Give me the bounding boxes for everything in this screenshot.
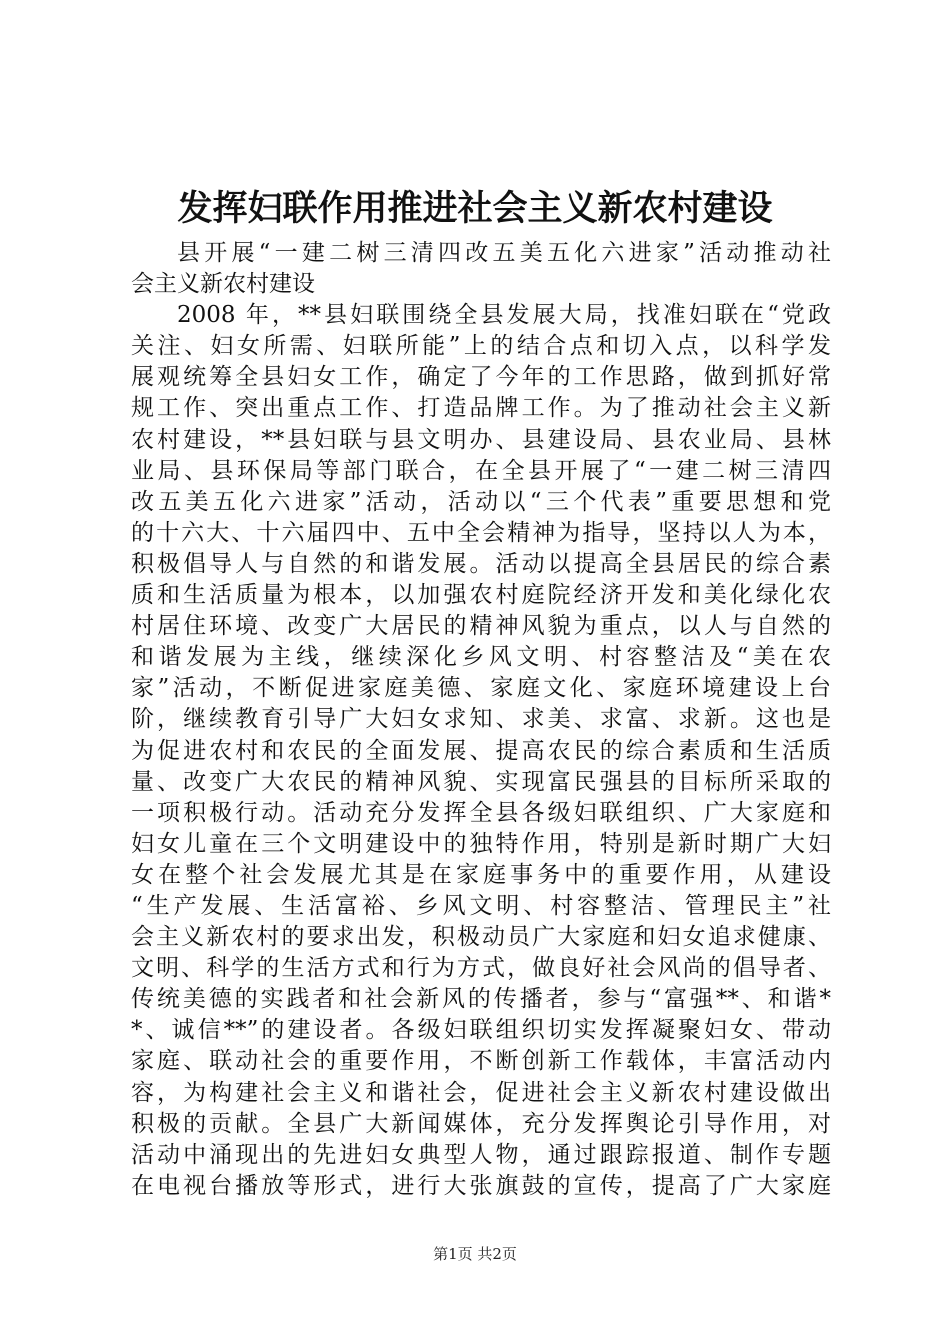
body-line: 在电视台播放等形式，进行大张旗鼓的宣传，提高了广大家庭 xyxy=(131,1172,831,1199)
body-line: 家庭、联动社会的重要作用，不断创新工作载体，丰富活动内 xyxy=(131,1048,831,1075)
body-line: 妇女儿童在三个文明建设中的独特作用，特别是新时期广大妇 xyxy=(131,830,831,857)
body-line: 文明、科学的生活方式和行为方式，做良好社会风尚的倡导者、 xyxy=(131,955,831,982)
body-line: 阶，继续教育引导广大妇女求知、求美、求富、求新。这也是 xyxy=(131,706,831,733)
body-line: 质和生活质量为根本，以加强农村庭院经济开发和美化绿化农 xyxy=(131,582,831,609)
body-line: 传统美德的实践者和社会新风的传播者，参与“富强**、和谐* xyxy=(131,986,831,1013)
body-line: 积极倡导人与自然的和谐发展。活动以提高全县居民的综合素 xyxy=(131,550,831,577)
body-line: 会主义新农村的要求出发，积极动员广大家庭和妇女追求健康、 xyxy=(131,924,831,951)
body-line: 积极的贡献。全县广大新闻媒体，充分发挥舆论引导作用，对 xyxy=(131,1110,831,1137)
page-number-footer: 第1页 共2页 xyxy=(433,1245,517,1263)
document-body xyxy=(131,238,831,1202)
body-line: 村居住环境、改变广大居民的精神风貌为重点，以人与自然的 xyxy=(131,613,831,640)
body-line: 一项积极行动。活动充分发挥全县各级妇联组织、广大家庭和 xyxy=(131,799,831,826)
body-line: 活动中涌现出的先进妇女典型人物，通过跟踪报道、制作专题 xyxy=(131,1141,831,1168)
body-line: 业局、县环保局等部门联合，在全县开展了“一建二树三清四 xyxy=(131,457,831,484)
body-line: 的十六大、十六届四中、五中全会精神为指导，坚持以人为本， xyxy=(131,519,831,546)
body-line: 关注、妇女所需、妇联所能”上的结合点和切入点，以科学发 xyxy=(131,333,831,360)
document-title: 发挥妇联作用推进社会主义新农村建设 xyxy=(177,188,773,229)
body-line: 会主义新农村建设 xyxy=(131,271,315,298)
body-line: “生产发展、生活富裕、乡风文明、村容整洁、管理民主”社 xyxy=(131,892,831,919)
body-line: 家”活动，不断促进家庭美德、家庭文化、家庭环境建设上台 xyxy=(131,675,831,702)
body-line: 规工作、突出重点工作、打造品牌工作。为了推动社会主义新 xyxy=(131,395,831,422)
body-line: 和谐发展为主线，继续深化乡风文明、村容整洁及“美在农 xyxy=(131,644,831,671)
body-line: 改五美五化六进家”活动，活动以“三个代表”重要思想和党 xyxy=(131,488,831,515)
body-line: 女在整个社会发展尤其是在家庭事务中的重要作用，从建设 xyxy=(131,861,831,888)
body-line: *、诚信**”的建设者。各级妇联组织切实发挥凝聚妇女、带动 xyxy=(131,1017,831,1044)
body-line: 2008 年，**县妇联围绕全县发展大局，找准妇联在“党政 xyxy=(177,302,831,329)
body-line: 展观统筹全县妇女工作，确定了今年的工作思路，做到抓好常 xyxy=(131,364,831,391)
body-line: 县开展“一建二树三清四改五美五化六进家”活动推动社 xyxy=(177,240,831,266)
body-line: 农村建设，**县妇联与县文明办、县建设局、县农业局、县林 xyxy=(131,426,831,453)
body-line: 为促进农村和农民的全面发展、提高农民的综合素质和生活质 xyxy=(131,737,831,764)
body-line: 容，为构建社会主义和谐社会，促进社会主义新农村建设做出 xyxy=(131,1079,831,1106)
body-line: 量、改变广大农民的精神风貌、实现富民强县的目标所采取的 xyxy=(131,768,831,795)
